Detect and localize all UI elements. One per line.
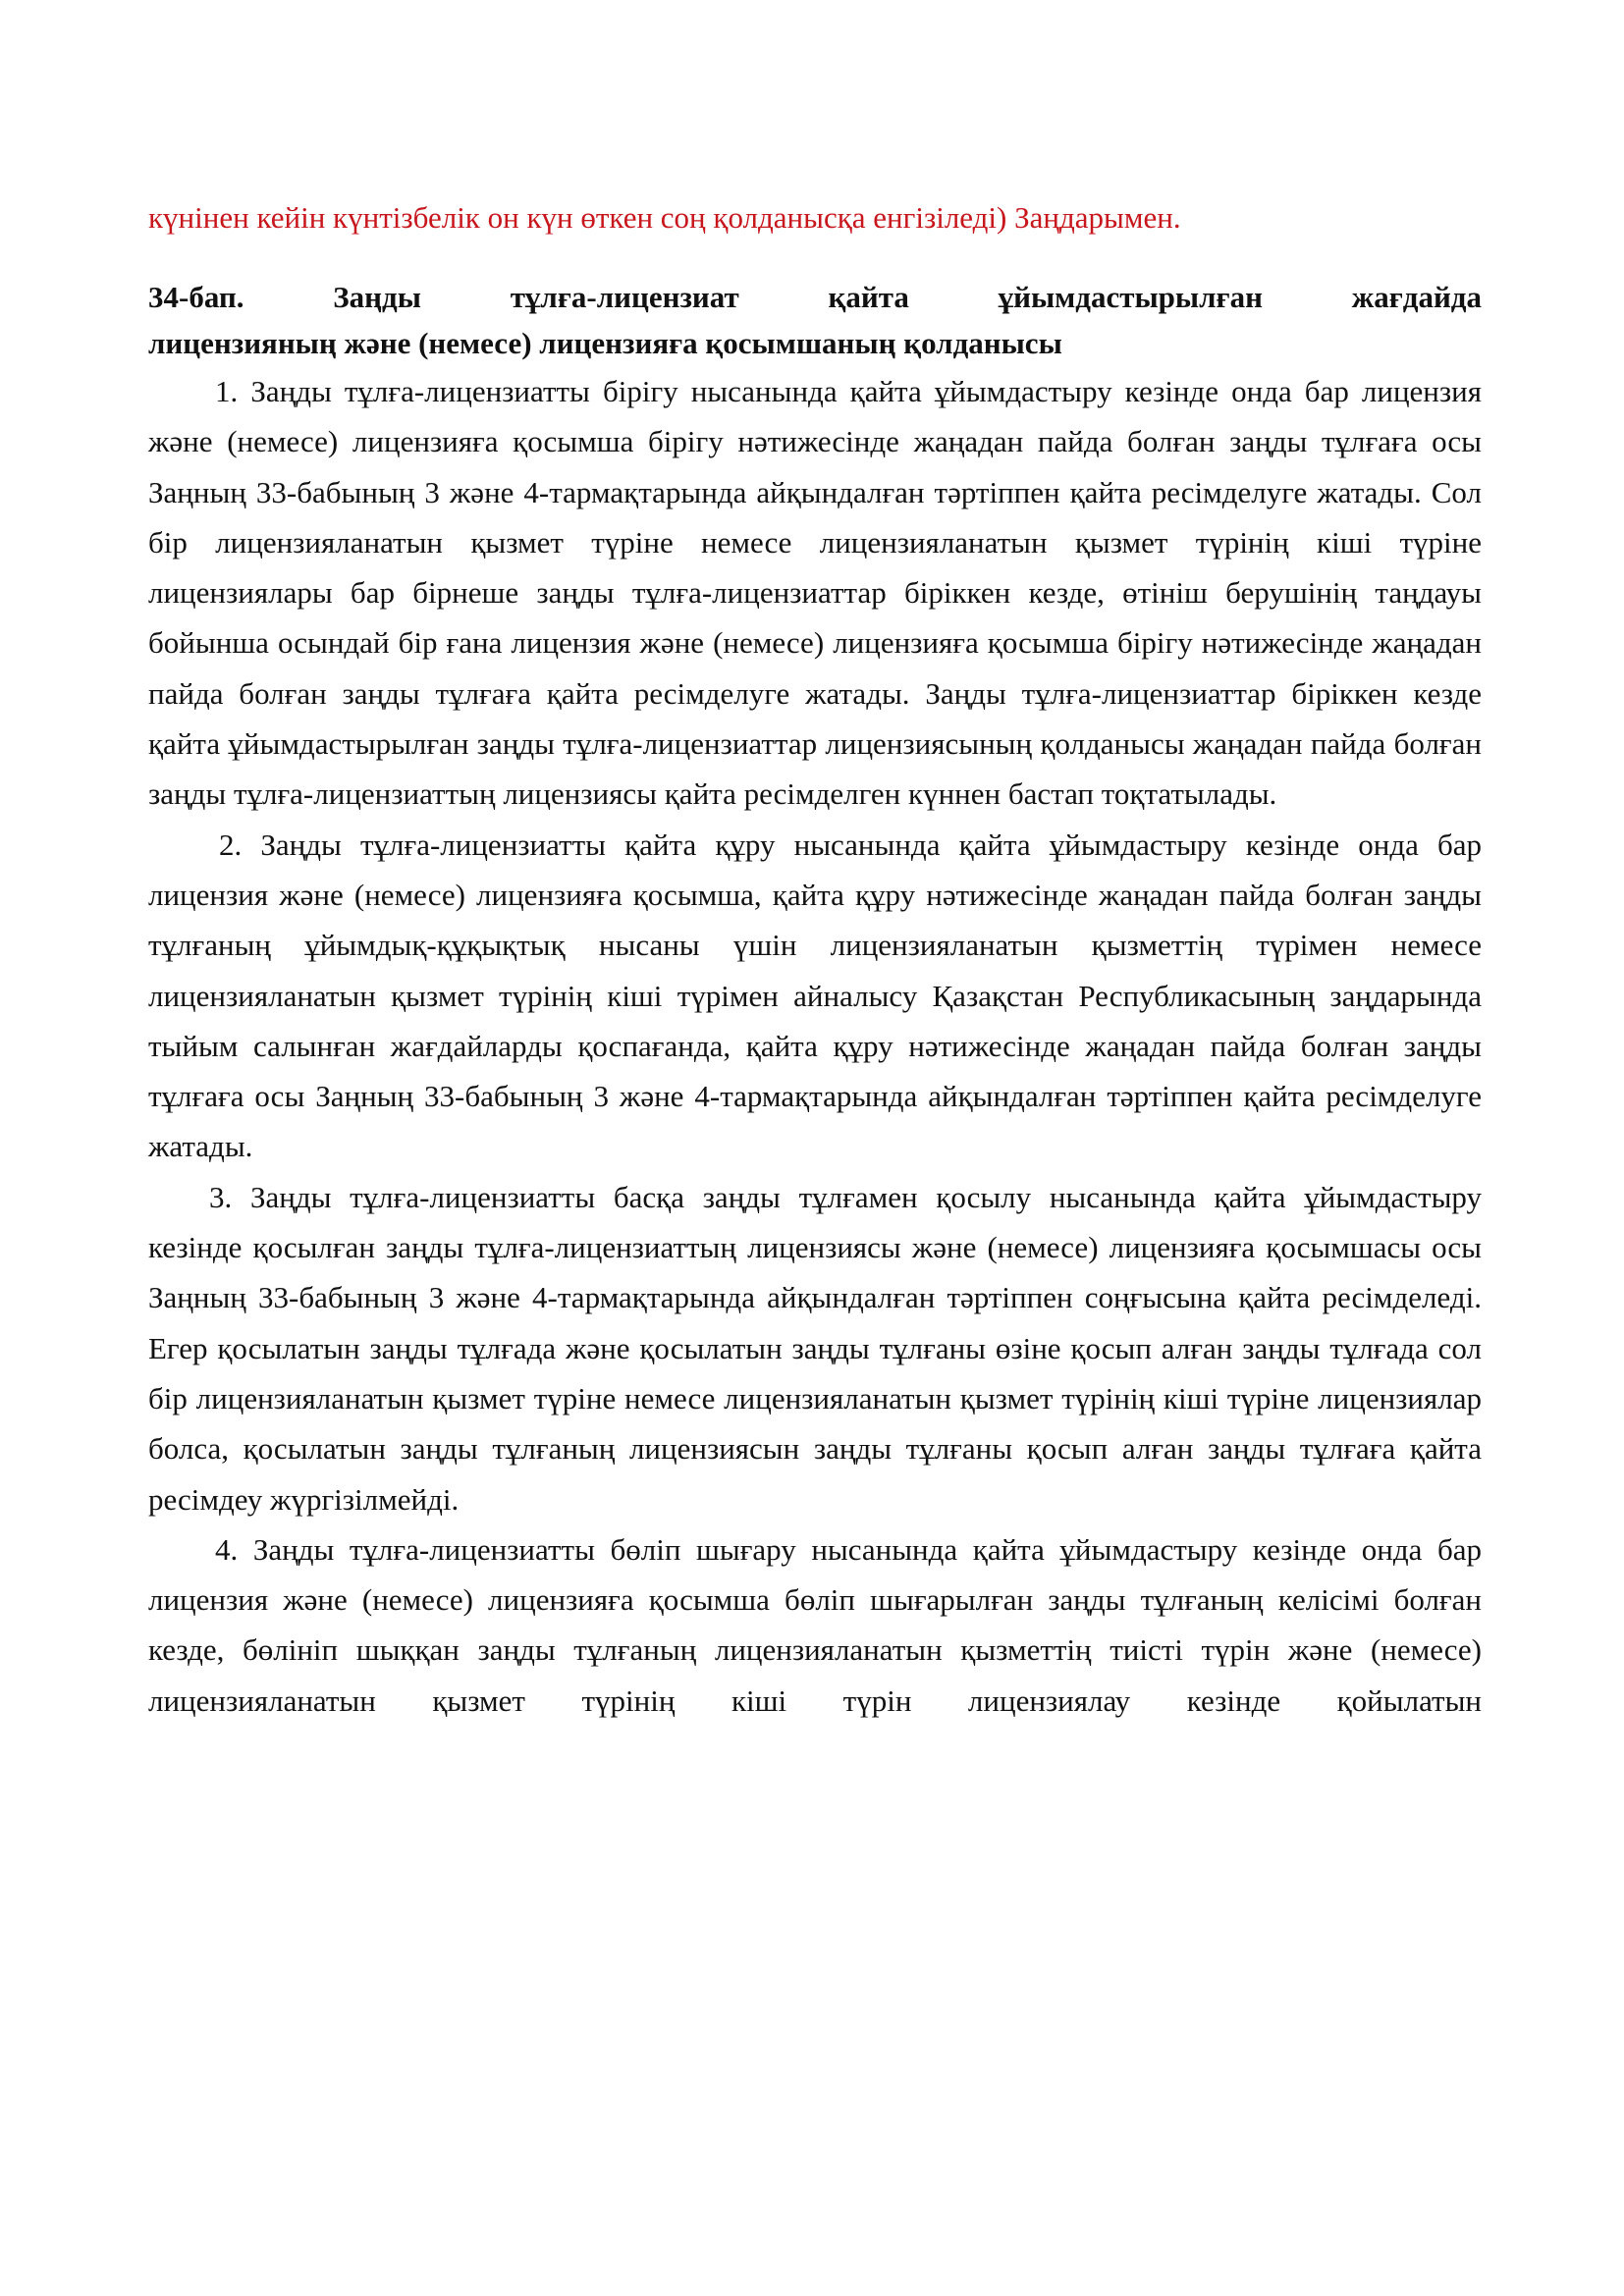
article-paragraph-4: 4. Заңды тұлға-лицензиатты бөліп шығару нысанында қайта ұйымдастыру кезінде онда бар лицензия және (немесе) лицензияға қосымша бөліп шығарылған заңды тұлғаның келісімі болған кезде, бөлініп шыққан заңды тұлғаның лицензияланатын қызметтің тиісті түрін және (немесе) лицензияланатын қызмет түрінің кіші түрін лицензиялау кезінде қойылатын	[148, 1531, 1482, 1718]
article-heading-line-2: лицензияның және (немесе) лицензияға қосымшаның қолданысы	[148, 326, 1062, 360]
document-page	[148, 192, 1482, 1726]
article-heading-line-1: 34-бап. Заңды тұлға-лицензиат қайта ұйымдастырылған жағдайда	[148, 280, 1482, 314]
article-heading	[148, 274, 1482, 366]
article-paragraph-1: 1. Заңды тұлға-лицензиатты бірігу нысанында қайта ұйымдастыру кезінде онда бар лицензия және (немесе) лицензияға қосымша бірігу нәтижесінде жаңадан пайда болған заңды тұлғаға осы Заңның 33-бабының 3 және 4-тармақтарында айқындалған тәртіппен қайта ресімделуге жатады. Сол бір лицензияланатын қызмет түріне немесе лицензияланатын қызмет түрінің кіші түріне лицензиялары бар бірнеше заңды тұлға-лицензиаттар біріккен кезде, өтініш берушінің таңдауы бойынша осындай бір ғана лицензия және (немесе) лицензияға қосымша бірігу нәтижесінде жаңадан пайда болған заңды тұлғаға қайта ресімделуге жатады. Заңды тұлға-лицензиаттар біріккен кезде қайта ұйымдастырылған заңды тұлға-лицензиаттар лицензиясының қолданысы жаңадан пайда болған заңды тұлға-лицензиаттың лицензиясы қайта ресімделген күннен бастап тоқтатылады.	[148, 374, 1482, 812]
amendment-note: күнінен кейін күнтізбелік он күн өткен соң қолданысқа енгізіледі) Заңдарымен.	[148, 200, 1181, 235]
article-paragraph-2: 2. Заңды тұлға-лицензиатты қайта құру нысанында қайта ұйымдастыру кезінде онда бар лицензия және (немесе) лицензияға қосымша, қайта құру нәтижесінде жаңадан пайда болған заңды тұлғаның ұйымдық-құқықтық нысаны үшін лицензияланатын қызметтің түрімен немесе лицензияланатын қызмет түрінің кіші түрімен айналысу Қазақстан Республикасының заңдарында тыйым салынған жағдайларды қоспағанда, қайта құру нәтижесінде жаңадан пайда болған заңды тұлғаға осы Заңның 33-бабының 3 және 4-тармақтарында айқындалған тәртіппен қайта ресімделуге жатады.	[148, 827, 1482, 1164]
article-paragraph-3: 3. Заңды тұлға-лицензиатты басқа заңды тұлғамен қосылу нысанында қайта ұйымдастыру кезінде қосылған заңды тұлға-лицензиаттың лицензиясы және (немесе) лицензияға қосымшасы осы Заңның 33-бабының 3 және 4-тармақтарында айқындалған тәртіппен соңғысына қайта ресімделеді. Егер қосылатын заңды тұлғада және қосылатын заңды тұлғаны өзіне қосып алған заңды тұлғада сол бір лицензияланатын қызмет түріне немесе лицензияланатын қызмет түрінің кіші түріне лицензиялар болса, қосылатын заңды тұлғаның лицензиясын заңды тұлғаны қосып алған заңды тұлғаға қайта ресімдеу жүргізілмейді.	[148, 1179, 1482, 1517]
